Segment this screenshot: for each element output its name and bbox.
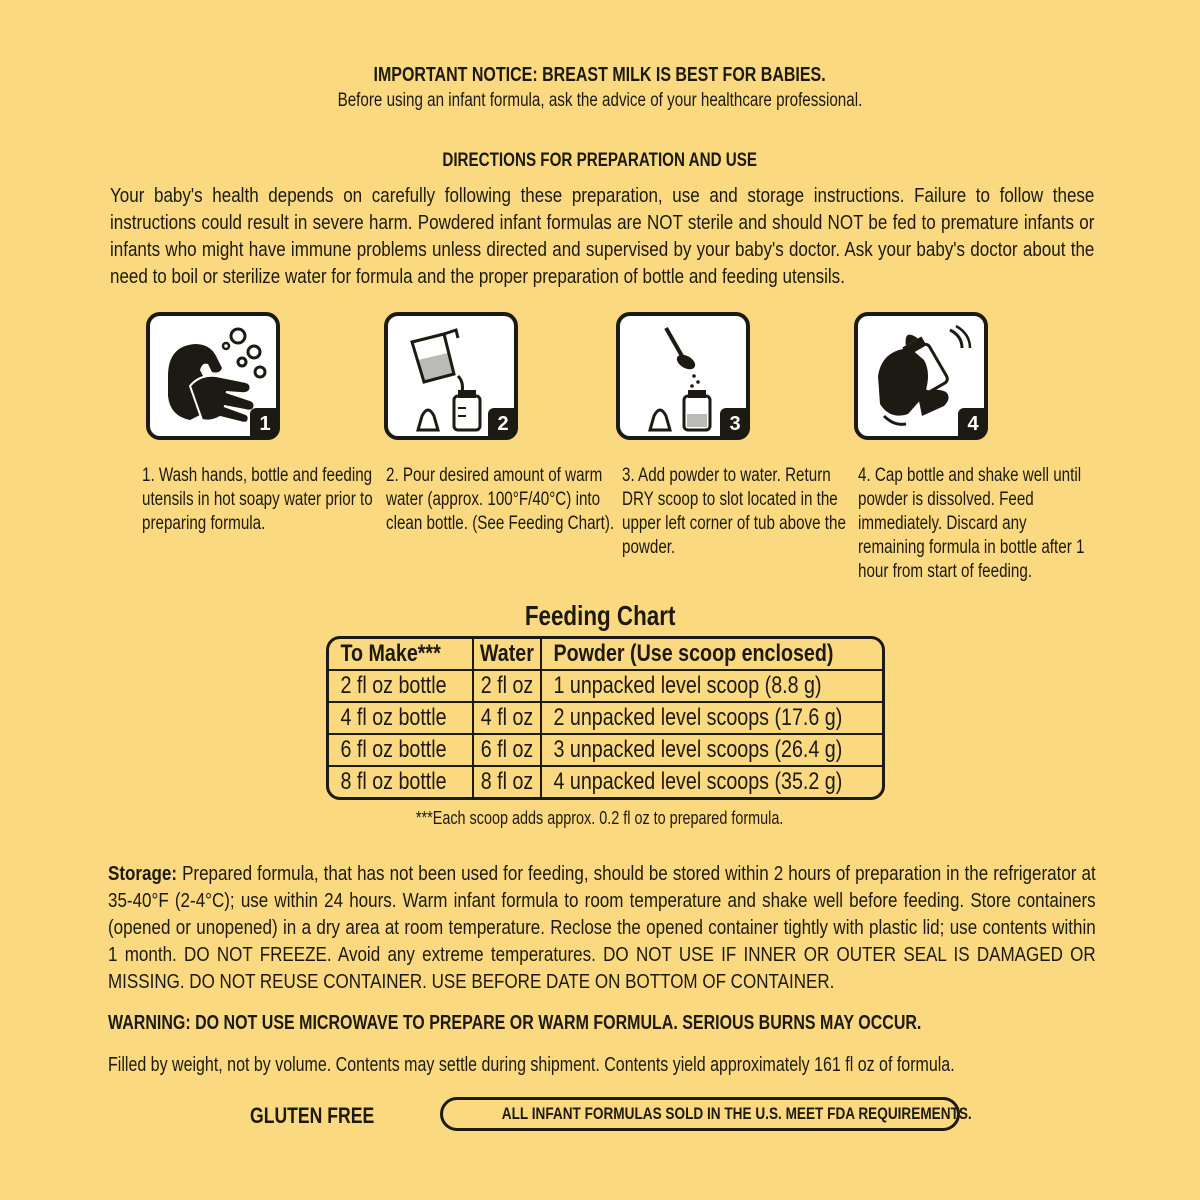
- step-1-text: 1. Wash hands, bottle and feeding utensils in hot soapy water prior to preparing formula.: [142, 465, 373, 534]
- feeding-chart-title: Feeding Chart: [524, 600, 676, 631]
- step-4-text: 4. Cap bottle and shake well until powder is dissolved. Feed immediately. Discard any remaining formula in bottle after 1 hour from start of feeding.: [858, 465, 1085, 582]
- fda-requirements-badge: ALL INFANT FORMULAS SOLD IN THE U.S. MEET FDA REQUIREMENTS.: [440, 1097, 960, 1131]
- row-make: 6 fl oz bottle: [340, 736, 447, 763]
- feeding-chart-table: [326, 636, 885, 800]
- row-make: 2 fl oz bottle: [340, 672, 447, 699]
- header-to-make: To Make***: [340, 640, 441, 667]
- row-powder: 4 unpacked level scoops (35.2 g): [553, 768, 843, 795]
- row-water: 4 fl oz: [481, 704, 534, 731]
- header-powder: Powder (Use scoop enclosed): [553, 640, 834, 667]
- notice-subtitle: Before using an infant formula, ask the advice of your healthcare professional.: [337, 90, 863, 111]
- step-3-panel: [616, 312, 750, 440]
- storage-label: Storage:: [108, 862, 178, 885]
- directions-heading: DIRECTIONS FOR PREPARATION AND USE: [442, 150, 758, 171]
- microwave-warning: WARNING: DO NOT USE MICROWAVE TO PREPARE OR WARM FORMULA. SERIOUS BURNS MAY OCCUR.: [108, 1012, 922, 1034]
- step-2-panel: [384, 312, 518, 440]
- storage-text: Prepared formula, that has not been used for feeding, should be stored within 2 hours of preparation in the refrigerator at 35-40°F (2-4°C); use within 24 hours. Warm infant formula to room temperature and shake well before feeding. Store containers (opened or unopened) in a dry area at room temperature. Reclose the opened container tightly with plastic lid; use contents within 1 month. DO NOT FREEZE. Avoid any extreme temperatures. DO NOT USE IF INNER OR OUTER SEAL IS DAMAGED OR MISSING. DO NOT REUSE CONTAINER. USE BEFORE DATE ON BOTTOM OF CONTAINER.: [108, 862, 1096, 993]
- gluten-free-label: GLUTEN FREE: [250, 1103, 375, 1128]
- row-make: 8 fl oz bottle: [340, 768, 447, 795]
- row-make: 4 fl oz bottle: [340, 704, 447, 731]
- row-water: 6 fl oz: [481, 736, 534, 763]
- feeding-chart-footnote: ***Each scoop adds approx. 0.2 fl oz to prepared formula.: [416, 808, 784, 828]
- table-row: [329, 734, 885, 766]
- step-2-text: 2. Pour desired amount of warm water (approx. 100°F/40°C) into clean bottle. (See Feeding Chart).: [386, 465, 615, 534]
- table-row: [329, 670, 885, 702]
- important-notice: [0, 62, 1200, 114]
- step-3-text: 3. Add powder to water. Return DRY scoop to slot located in the upper left corner of tub above the powder.: [622, 465, 846, 558]
- table-row: [329, 702, 885, 734]
- table-row: [329, 766, 885, 797]
- row-water: 2 fl oz: [481, 672, 534, 699]
- row-water: 8 fl oz: [481, 768, 534, 795]
- filled-by-weight-note: Filled by weight, not by volume. Contents may settle during shipment. Contents yield approximately 161 fl oz of formula.: [108, 1054, 955, 1076]
- header-water: Water: [480, 640, 535, 667]
- table-header-row: [329, 639, 885, 670]
- row-powder: 1 unpacked level scoop (8.8 g): [553, 672, 822, 699]
- step-2-number: 2: [488, 408, 518, 440]
- row-powder: 3 unpacked level scoops (26.4 g): [553, 736, 843, 763]
- step-4-number: 4: [958, 408, 988, 440]
- step-1-panel: [146, 312, 280, 440]
- step-4-panel: [854, 312, 988, 440]
- storage-instructions: [108, 860, 1096, 995]
- step-1-number: 1: [250, 408, 280, 440]
- step-3-number: 3: [720, 408, 750, 440]
- directions-intro: Your baby's health depends on carefully following these preparation, use and storage instructions. Failure to follow these instructions could result in severe harm. Powdered infant formulas are NOT sterile and should NOT be fed to premature infants or infants who might have immune problems unless directed and supervised by your baby's doctor. Ask your baby's doctor about the need to boil or sterilize water for formula and the proper preparation of bottle and feeding utensils.: [110, 184, 1095, 288]
- row-powder: 2 unpacked level scoops (17.6 g): [553, 704, 843, 731]
- notice-title: IMPORTANT NOTICE: BREAST MILK IS BEST FOR BABIES.: [373, 64, 827, 86]
